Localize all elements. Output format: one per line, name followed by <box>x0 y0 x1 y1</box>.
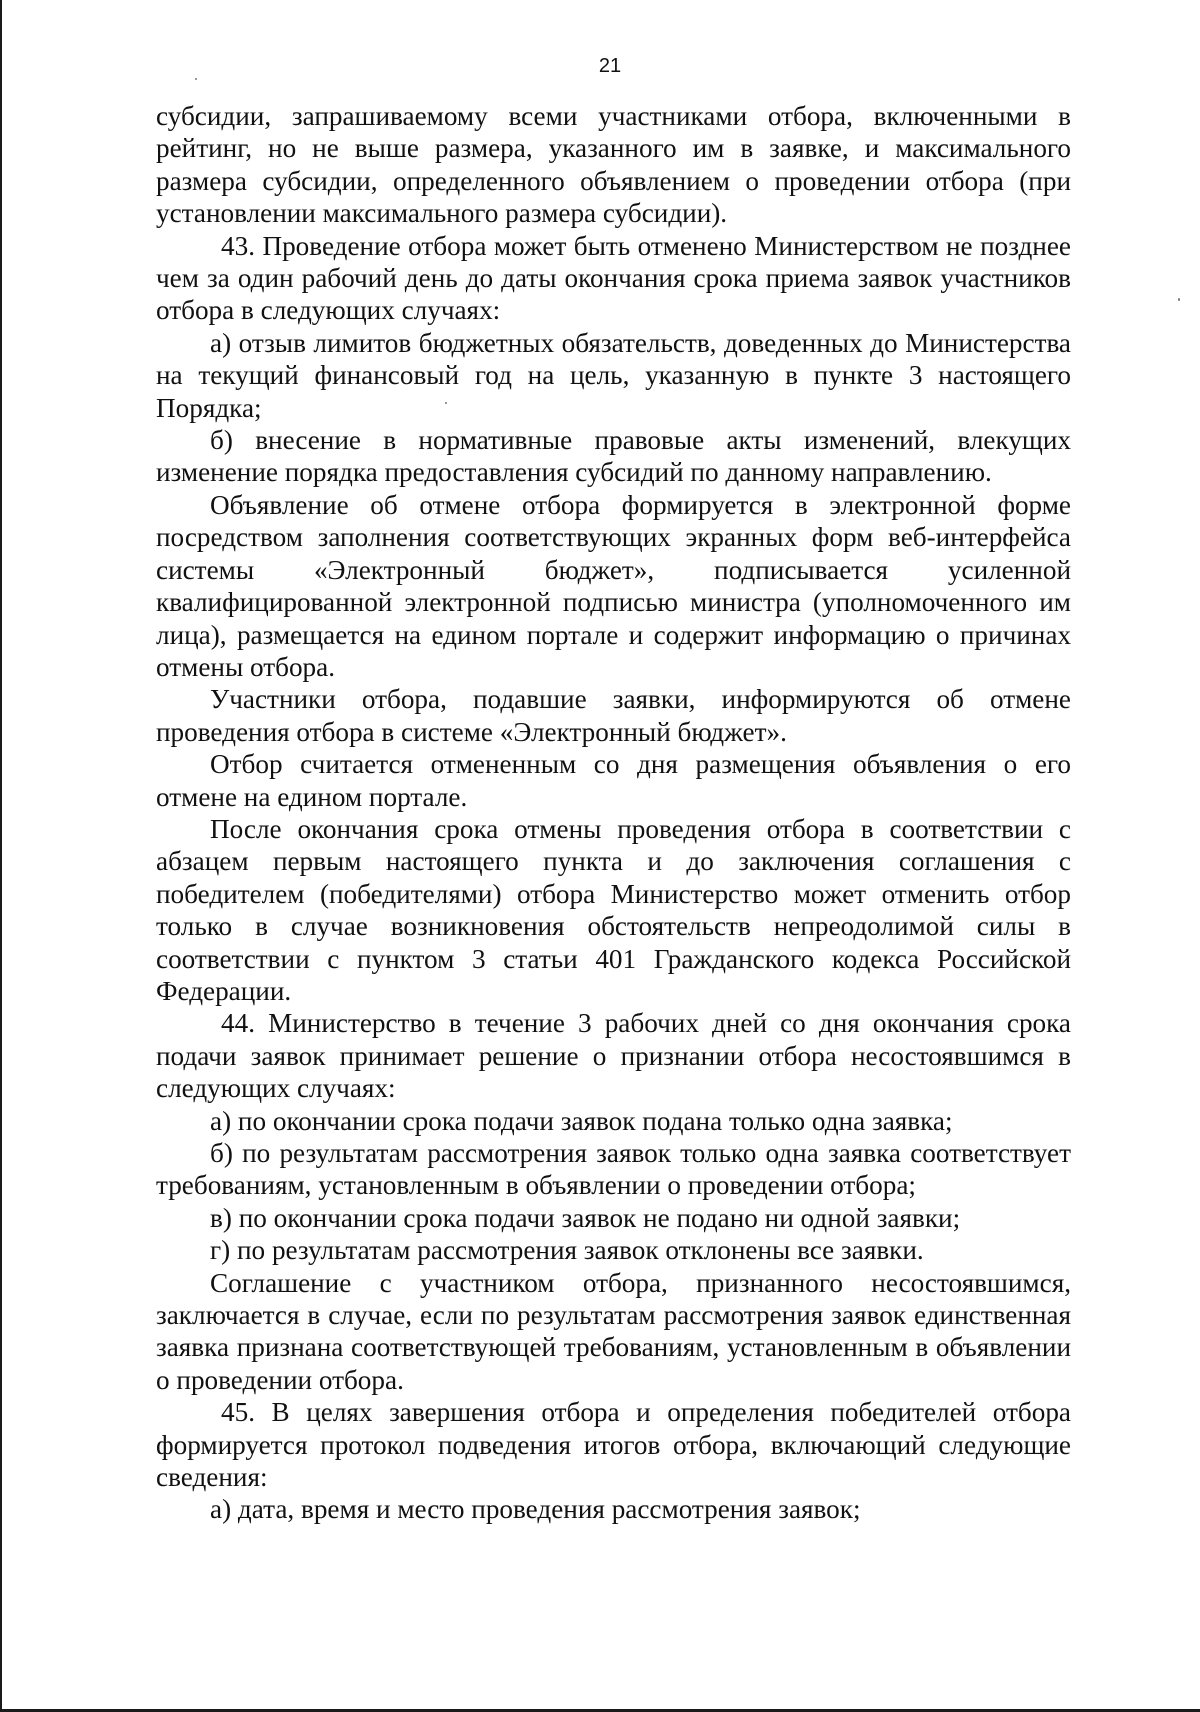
scan-left-edge <box>0 0 2 1712</box>
paragraph-item-44: 44. Министерство в течение 3 рабочих дней со дня окончания срока подачи заявок принимает решение о признании отбора несостоявшимся в следующих случаях: <box>156 1008 1071 1104</box>
list-item-44b: б) по результатам рассмотрения заявок только одна заявка соответствует требованиям, установленным в объявлении о проведении отбора; <box>156 1138 1071 1201</box>
scan-speck <box>195 78 197 80</box>
paragraph-cancel-effective: Отбор считается отмененным со дня размещения объявления о его отмене на едином портале. <box>156 749 1071 812</box>
list-item-43a: а) отзыв лимитов бюджетных обязательств, доведенных до Министерства на текущий финансовый год на цель, указанную в пункте 3 настоящего Порядка; <box>156 327 1071 423</box>
scan-speck <box>1178 298 1180 301</box>
paragraph-force-majeure: После окончания срока отмены проведения отбора в соответствии с абзацем первым настоящего пункта и до заключения соглашения с победителем (победителями) отбора Министерство может отменить отбор только в случае возникновения обстоятельств непреодолимой силы в соответствии с пунктом 3 статьи 401 Гражданского кодекса Российской Федерации. <box>156 813 1071 1006</box>
paragraph-item-43: 43. Проведение отбора может быть отменено Министерством не позднее чем за один рабочий день до даты окончания срока приема заявок участников отбора в следующих случаях: <box>156 230 1071 326</box>
page-number: 21 <box>598 55 622 77</box>
list-item-43b: б) внесение в нормативные правовые акты изменений, влекущих изменение порядка предоставления субсидий по данному направлению. <box>156 425 1071 488</box>
paragraph-agreement: Соглашение с участником отбора, признанного несостоявшимся, заключается в случае, если по результатам рассмотрения заявок единственная заявка признана соответствующей требованиям, установленным в объявлении о проведении отбора. <box>156 1267 1071 1395</box>
paragraph-continuation: субсидии, запрашиваемому всеми участниками отбора, включенными в рейтинг, но не выше размера, указанного им в заявке, и максимального размера субсидии, определенного объявлением о проведении отбора (при установлении максимального размера субсидии). <box>156 101 1071 229</box>
document-body <box>156 100 1071 1526</box>
paragraph-item-45: 45. В целях завершения отбора и определения победителей отбора формируется протокол подведения итогов отбора, включающий следующие сведения: <box>156 1397 1071 1493</box>
scan-speck <box>445 402 447 404</box>
list-item-44v: в) по окончании срока подачи заявок не подано ни одной заявки; <box>210 1202 961 1233</box>
list-item-45a: а) дата, время и место проведения рассмотрения заявок; <box>210 1494 861 1525</box>
paragraph-cancel-announcement: Объявление об отмене отбора формируется в электронной форме посредством заполнения соответствующих экранных форм веб-интерфейса системы «Электронный бюджет», подписывается усиленной квалифицированной электронной подписью министра (уполномоченного им лица), размещается на едином портале и содержит информацию о причинах отмены отбора. <box>156 489 1071 682</box>
list-item-44a: а) по окончании срока подачи заявок подана только одна заявка; <box>210 1105 953 1136</box>
list-item-44g: г) по результатам рассмотрения заявок отклонены все заявки. <box>210 1235 924 1266</box>
paragraph-participants-informed: Участники отбора, подавшие заявки, информируются об отмене проведения отбора в системе «Электронный бюджет». <box>156 684 1071 747</box>
